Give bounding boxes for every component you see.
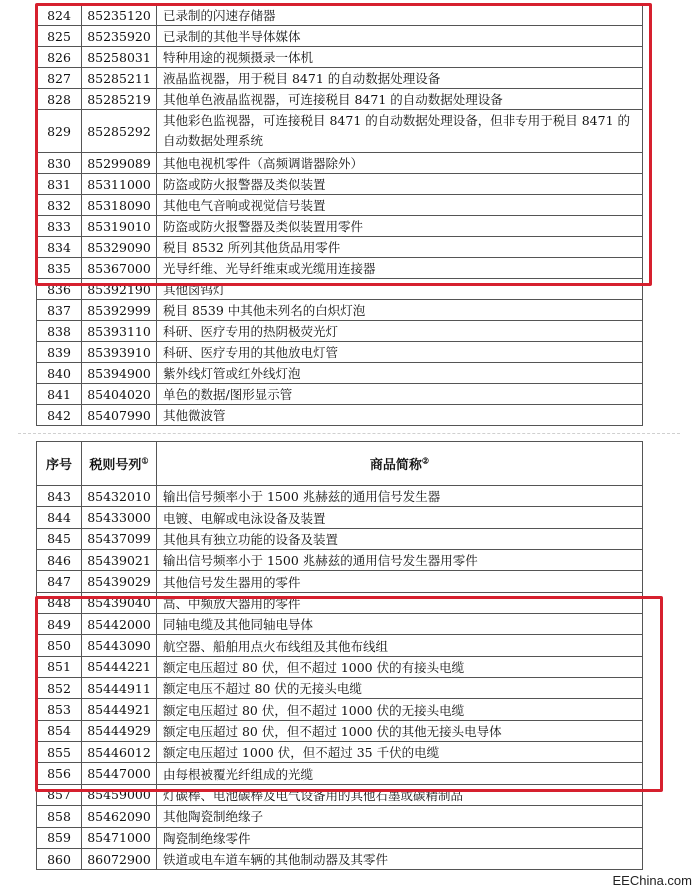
cell-seq: 849: [37, 614, 82, 635]
table-row: [37, 342, 643, 363]
cell-seq: 828: [37, 89, 82, 110]
table-row: [37, 384, 643, 405]
cell-name: 由每根被覆光纤组成的光缆: [157, 763, 643, 784]
cell-seq: 839: [37, 342, 82, 363]
cell-seq: 843: [37, 486, 82, 507]
cell-name: 税目 8532 所列其他货品用零件: [157, 237, 643, 258]
cell-code: 85393110: [82, 321, 157, 342]
cell-code: 85394900: [82, 363, 157, 384]
header-seq: 序号: [37, 442, 82, 486]
cell-seq: 856: [37, 763, 82, 784]
table-row: [37, 742, 643, 763]
table-row: [37, 720, 643, 741]
cell-name: 单色的数据/图形显示管: [157, 384, 643, 405]
cell-seq: 837: [37, 300, 82, 321]
cell-seq: 851: [37, 656, 82, 677]
page-divider: [18, 433, 680, 434]
table-row: [37, 216, 643, 237]
cell-code: 85311000: [82, 174, 157, 195]
header-name-note: ②: [421, 455, 430, 466]
cell-name: 其他微波管: [157, 405, 643, 426]
table-row: [37, 678, 643, 699]
cell-code: 85329090: [82, 237, 157, 258]
cell-code: 85318090: [82, 195, 157, 216]
cell-code: 85444929: [82, 720, 157, 741]
table-row: [37, 258, 643, 279]
cell-name: 已录制的其他半导体媒体: [157, 26, 643, 47]
cell-code: 85392999: [82, 300, 157, 321]
cell-name: 其他卤钨灯: [157, 279, 643, 300]
cell-seq: 852: [37, 678, 82, 699]
table-row: [37, 592, 643, 613]
cell-name: 额定电压超过 80 伏，但不超过 1000 伏的无接头电缆: [157, 699, 643, 720]
table-row: [37, 26, 643, 47]
cell-seq: 835: [37, 258, 82, 279]
cell-code: 85285211: [82, 68, 157, 89]
cell-name: 额定电压不超过 80 伏的无接头电缆: [157, 678, 643, 699]
table-row: [37, 405, 643, 426]
cell-seq: 838: [37, 321, 82, 342]
tariff-table-bottom: [36, 441, 643, 870]
cell-name: 紫外线灯管或红外线灯泡: [157, 363, 643, 384]
cell-name: 陶瓷制绝缘零件: [157, 827, 643, 848]
cell-name: 高、中频放大器用的零件: [157, 592, 643, 613]
cell-name: 其他彩色监视器，可连接税目 8471 的自动数据处理设备，但非专用于税目 8471 的自动数据处理系统: [157, 110, 643, 153]
cell-code: 85285219: [82, 89, 157, 110]
table-row: [37, 47, 643, 68]
cell-name: 其他单色液晶监视器，可连接税目 8471 的自动数据处理设备: [157, 89, 643, 110]
cell-name: 其他电视机零件（高频调谐器除外）: [157, 153, 643, 174]
cell-name: 输出信号频率小于 1500 兆赫兹的通用信号发生器: [157, 486, 643, 507]
cell-seq: 841: [37, 384, 82, 405]
cell-code: 85439021: [82, 550, 157, 571]
table-row: [37, 279, 643, 300]
cell-name: 电镀、电解或电泳设备及装置: [157, 507, 643, 528]
cell-seq: 836: [37, 279, 82, 300]
header-code: 税则号列①: [82, 442, 157, 486]
cell-code: 85442000: [82, 614, 157, 635]
cell-seq: 860: [37, 848, 82, 869]
table-row: [37, 195, 643, 216]
cell-name: 航空器、船舶用点火布线组及其他布线组: [157, 635, 643, 656]
cell-code: 85367000: [82, 258, 157, 279]
table-header-row: [37, 442, 643, 486]
cell-name: 液晶监视器，用于税目 8471 的自动数据处理设备: [157, 68, 643, 89]
cell-seq: 824: [37, 5, 82, 26]
cell-seq: 830: [37, 153, 82, 174]
cell-name: 其他具有独立功能的设备及装置: [157, 528, 643, 549]
cell-code: 85446012: [82, 742, 157, 763]
table-row: [37, 68, 643, 89]
table-row: [37, 528, 643, 549]
cell-seq: 857: [37, 784, 82, 805]
cell-code: 85235920: [82, 26, 157, 47]
table-row: [37, 153, 643, 174]
cell-name: 税目 8539 中其他未列名的白炽灯泡: [157, 300, 643, 321]
cell-name: 科研、医疗专用的热阴极荧光灯: [157, 321, 643, 342]
table-row: [37, 507, 643, 528]
cell-name: 额定电压超过 80 伏，但不超过 1000 伏的其他无接头电导体: [157, 720, 643, 741]
table-row: [37, 763, 643, 784]
cell-seq: 840: [37, 363, 82, 384]
cell-code: 85462090: [82, 806, 157, 827]
cell-code: 85439029: [82, 571, 157, 592]
table-row: [37, 363, 643, 384]
cell-code: 85407990: [82, 405, 157, 426]
cell-code: 85285292: [82, 110, 157, 153]
cell-name: 额定电压超过 1000 伏，但不超过 35 千伏的电缆: [157, 742, 643, 763]
cell-seq: 858: [37, 806, 82, 827]
cell-code: 85459000: [82, 784, 157, 805]
table-row: [37, 806, 643, 827]
table-row: [37, 827, 643, 848]
cell-code: 85393910: [82, 342, 157, 363]
cell-code: 85235120: [82, 5, 157, 26]
cell-code: 85437099: [82, 528, 157, 549]
cell-seq: 850: [37, 635, 82, 656]
cell-seq: 833: [37, 216, 82, 237]
cell-seq: 855: [37, 742, 82, 763]
table-row: [37, 635, 643, 656]
table-row: [37, 89, 643, 110]
cell-seq: 842: [37, 405, 82, 426]
cell-code: 85299089: [82, 153, 157, 174]
cell-name: 灯碳棒、电池碳棒及电气设备用的其他石墨或碳精制品: [157, 784, 643, 805]
header-code-note: ①: [141, 455, 149, 466]
cell-seq: 845: [37, 528, 82, 549]
table-row: [37, 300, 643, 321]
watermark: EEChina.com: [612, 873, 692, 888]
cell-code: 85439040: [82, 592, 157, 613]
cell-seq: 846: [37, 550, 82, 571]
cell-code: 85433000: [82, 507, 157, 528]
cell-seq: 848: [37, 592, 82, 613]
tariff-table-top: [36, 4, 643, 426]
cell-seq: 854: [37, 720, 82, 741]
cell-code: 85444921: [82, 699, 157, 720]
cell-name: 科研、医疗专用的其他放电灯管: [157, 342, 643, 363]
table-row: [37, 321, 643, 342]
table-row: [37, 237, 643, 258]
table-row: [37, 699, 643, 720]
cell-code: 85432010: [82, 486, 157, 507]
cell-seq: 847: [37, 571, 82, 592]
table-row: [37, 784, 643, 805]
cell-seq: 859: [37, 827, 82, 848]
cell-name: 防盗或防火报警器及类似装置用零件: [157, 216, 643, 237]
cell-code: 85404020: [82, 384, 157, 405]
table-row: [37, 614, 643, 635]
cell-name: 光导纤维、光导纤维束或光缆用连接器: [157, 258, 643, 279]
cell-code: 85392190: [82, 279, 157, 300]
cell-seq: 853: [37, 699, 82, 720]
table-row: [37, 848, 643, 869]
table-row: [37, 486, 643, 507]
cell-code: 85319010: [82, 216, 157, 237]
table-row: [37, 174, 643, 195]
cell-seq: 826: [37, 47, 82, 68]
cell-name: 额定电压超过 80 伏，但不超过 1000 伏的有接头电缆: [157, 656, 643, 677]
cell-seq: 834: [37, 237, 82, 258]
cell-name: 同轴电缆及其他同轴电导体: [157, 614, 643, 635]
cell-name: 其他陶瓷制绝缘子: [157, 806, 643, 827]
cell-name: 特种用途的视频摄录一体机: [157, 47, 643, 68]
cell-seq: 832: [37, 195, 82, 216]
cell-code: 85447000: [82, 763, 157, 784]
cell-name: 已录制的闪速存储器: [157, 5, 643, 26]
cell-code: 85444221: [82, 656, 157, 677]
cell-code: 86072900: [82, 848, 157, 869]
cell-code: 85443090: [82, 635, 157, 656]
header-name: 商品简称②: [157, 442, 643, 486]
cell-code: 85258031: [82, 47, 157, 68]
table-row: [37, 656, 643, 677]
cell-seq: 844: [37, 507, 82, 528]
cell-code: 85444911: [82, 678, 157, 699]
cell-name: 铁道或电车道车辆的其他制动器及其零件: [157, 848, 643, 869]
cell-seq: 825: [37, 26, 82, 47]
table-row: [37, 571, 643, 592]
cell-seq: 829: [37, 110, 82, 153]
cell-seq: 831: [37, 174, 82, 195]
cell-seq: 827: [37, 68, 82, 89]
cell-name: 其他信号发生器用的零件: [157, 571, 643, 592]
cell-code: 85471000: [82, 827, 157, 848]
cell-name: 防盗或防火报警器及类似装置: [157, 174, 643, 195]
table-row: [37, 110, 643, 153]
table-row: [37, 550, 643, 571]
cell-name: 输出信号频率小于 1500 兆赫兹的通用信号发生器用零件: [157, 550, 643, 571]
table-row: [37, 5, 643, 26]
cell-name: 其他电气音响或视觉信号装置: [157, 195, 643, 216]
